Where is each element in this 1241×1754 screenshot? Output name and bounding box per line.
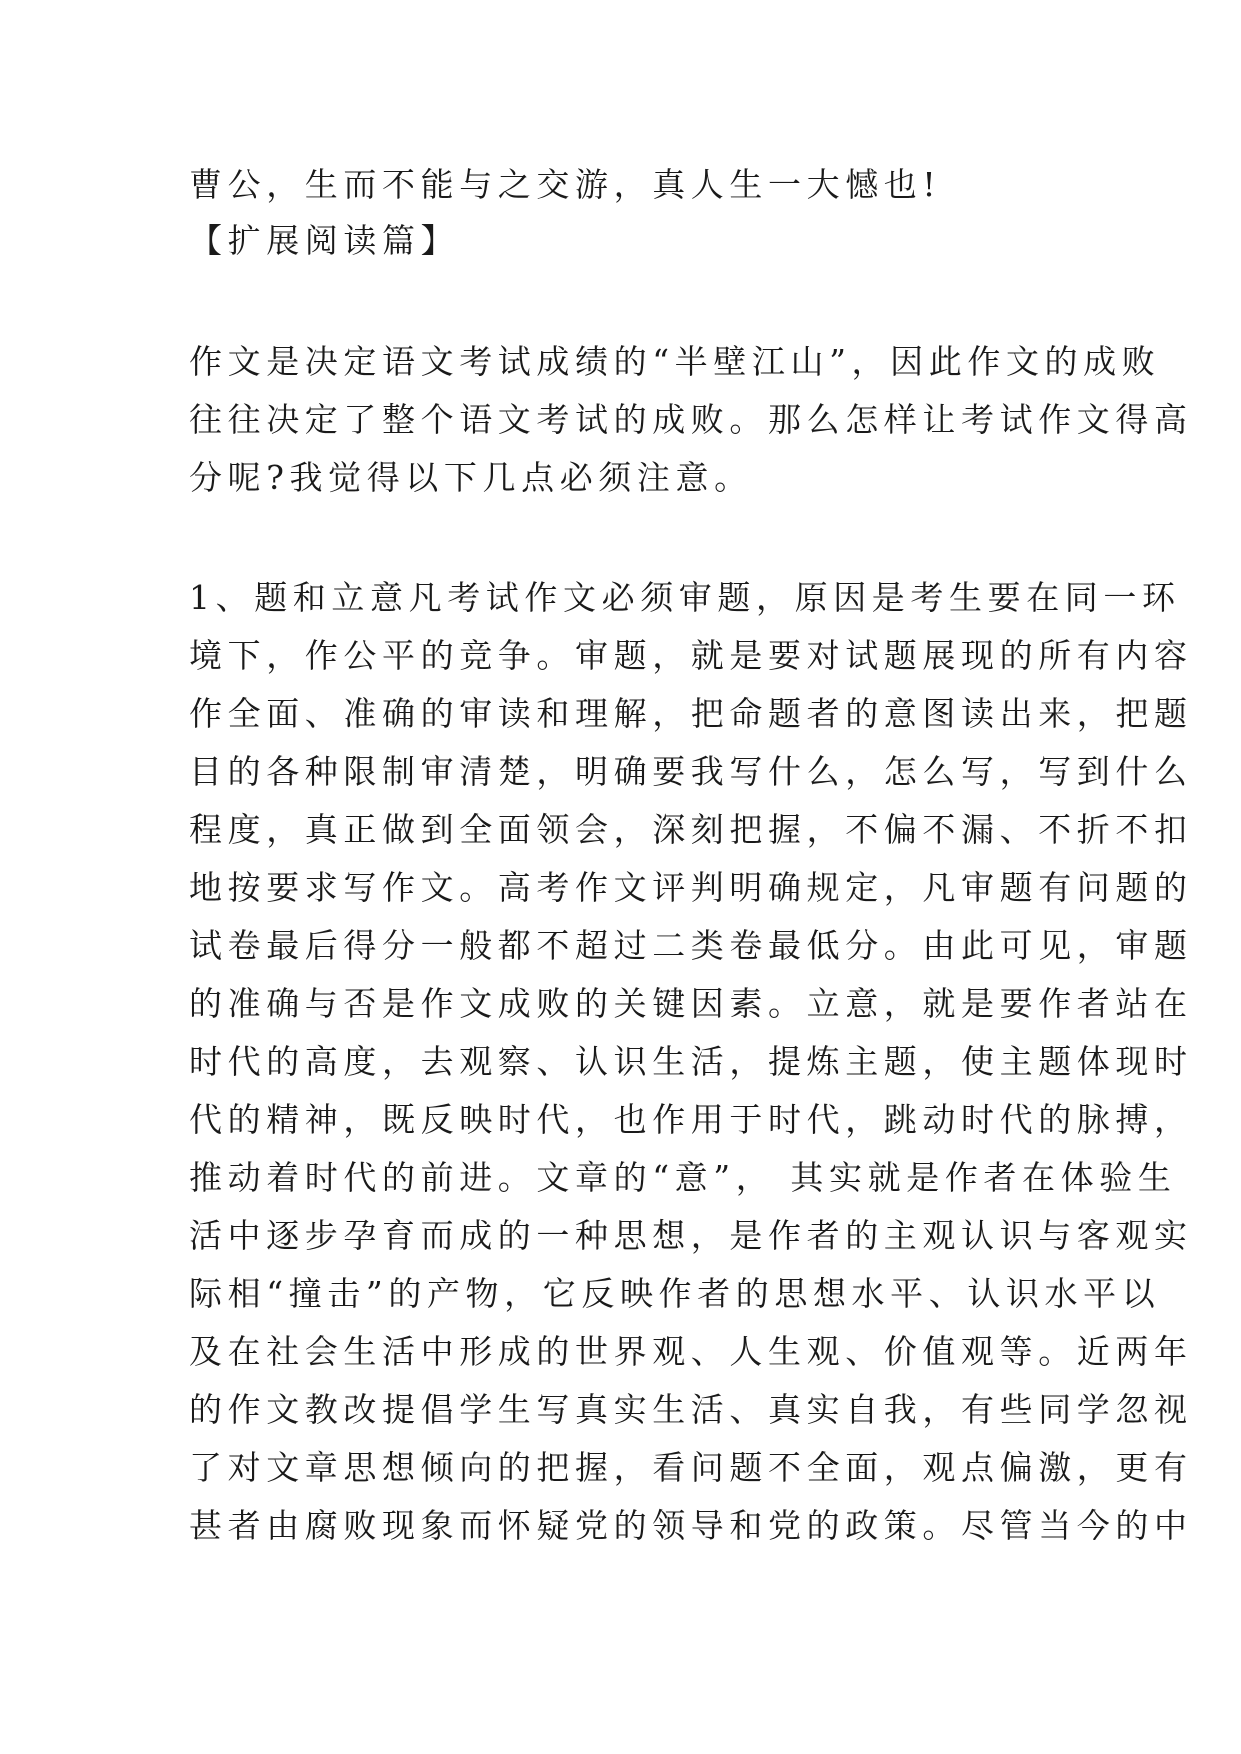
closing-sentence: 曹公，生而不能与之交游，真人生一大憾也!	[189, 165, 942, 204]
paragraph-line: 了对文章思想倾向的把握，看问题不全面，观点偏激，更有	[189, 1448, 1193, 1487]
paragraph-line: 作全面、准确的审读和理解，把命题者的意图读出来，把题	[189, 694, 1193, 733]
paragraph-line: 活中逐步孕育而成的一种思想，是作者的主观认识与客观实	[189, 1216, 1193, 1255]
paragraph-line: 推动着时代的前进。文章的“意”， 其实就是作者在体验生	[189, 1158, 1177, 1197]
paragraph-line: 地按要求写作文。高考作文评判明确规定，凡审题有问题的	[189, 868, 1193, 907]
paragraph-line: 代的精神，既反映时代，也作用于时代，跳动时代的脉搏，	[189, 1100, 1193, 1139]
paragraph-line: 际相“撞击”的产物，它反映作者的思想水平、认识水平以	[189, 1274, 1161, 1313]
paragraph-line: 1、题和立意凡考试作文必须审题，原因是考生要在同一环	[189, 578, 1181, 617]
paragraph-line: 甚者由腐败现象而怀疑党的领导和党的政策。尽管当今的中	[189, 1506, 1193, 1545]
paragraph-line: 境下，作公平的竞争。审题，就是要对试题展现的所有内容	[189, 636, 1193, 675]
paragraph-line: 的准确与否是作文成败的关键因素。立意，就是要作者站在	[189, 984, 1193, 1023]
paragraph-line: 程度，真正做到全面领会，深刻把握，不偏不漏、不折不扣	[189, 810, 1193, 849]
paragraph-line: 往往决定了整个语文考试的成败。那么怎样让考试作文得高	[189, 400, 1193, 439]
paragraph-line: 的作文教改提倡学生写真实生活、真实自我，有些同学忽视	[189, 1390, 1193, 1429]
paragraph-line: 时代的高度，去观察、认识生活，提炼主题，使主题体现时	[189, 1042, 1193, 1081]
paragraph-line: 及在社会生活中形成的世界观、人生观、价值观等。近两年	[189, 1332, 1193, 1371]
paragraph-line: 目的各种限制审清楚，明确要我写什么，怎么写，写到什么	[189, 752, 1193, 791]
paragraph-line: 作文是决定语文考试成绩的“半壁江山”，因此作文的成败	[189, 342, 1161, 381]
section-heading: 【扩展阅读篇】	[189, 221, 460, 260]
paragraph-line: 试卷最后得分一般都不超过二类卷最低分。由此可见，审题	[189, 926, 1193, 965]
paragraph-line: 分呢?我觉得以下几点必须注意。	[189, 458, 753, 497]
